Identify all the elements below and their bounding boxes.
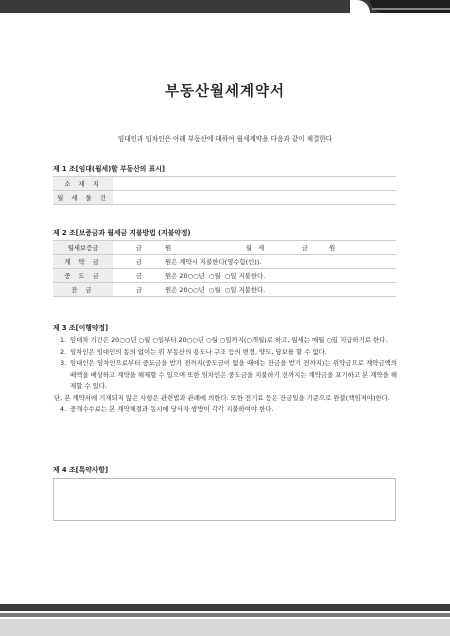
item-text: 임대인은 임차인으로부터 중도금을 받기 전까지(중도금이 없을 때에는 잔금을 받기 전까지)는 위약금으로 계약금액의 배액을 배상하고 계약을 해제할 수 있으며 또한 임차인은 중도금을 지불하기 전까지는 계약금을 포기하고 본 계약을 해제할 수 있다.: [70, 359, 397, 390]
interim-currency: 금: [113, 269, 165, 283]
footer-stripe-mid: [0, 613, 450, 617]
item-number: 4.: [60, 405, 67, 413]
balance-text: 원은 20○○년 ○월 ○일 지불한다.: [165, 283, 396, 297]
list-item: [60, 335, 397, 347]
payment-row-interim: [53, 269, 396, 283]
intro-text: 임대인과 임차인은 아래 부동산에 대하여 월세계약을 다음과 같이 체결한다: [117, 135, 333, 143]
special-terms-box[interactable]: [53, 478, 396, 521]
proviso-text: 단, 본 계약서에 기재되지 않은 사항은 관련법과 관례에 의한다. 또한 전기료 등은 잔금일을 기준으로 완불(책임져야)한다.: [54, 393, 390, 402]
balance-currency: 금: [113, 283, 165, 297]
header-decoration-line: [372, 8, 450, 10]
deposit-currency: 금: [113, 241, 165, 255]
rent-won: 원: [329, 241, 396, 255]
rent-currency: 금: [281, 241, 329, 255]
deposit-won: 원: [165, 241, 229, 255]
payment-row-balance: [53, 283, 396, 297]
header-decoration-tab: [370, 0, 450, 13]
item-text: 임대차 기간은 20○○년 ○월 ○일부터 20○○년 ○월 ○일까지(○개월)로 하고, 월세는 매월 ○일 지급하기로 한다.: [70, 336, 388, 344]
list-item: [60, 347, 397, 359]
contract-deposit-text: 원은 계약시 지불한다(영수함(인)).: [165, 255, 396, 269]
section1-heading: 제 1 조[임대(월세)할 부동산의 표시]: [53, 165, 165, 173]
section3-heading: 제 3 조[이행약정]: [53, 324, 109, 332]
balance-label: 잔 금: [53, 283, 113, 297]
obligations-list: [54, 335, 397, 416]
deposit-label: 월세보증금: [53, 241, 113, 255]
section4-heading: 제 4 조[특약사항]: [53, 466, 109, 474]
contract-deposit-label: 계 약 금: [53, 255, 113, 269]
property-table: [53, 176, 396, 205]
location-label: 소 재 지: [53, 177, 113, 191]
document-title: 부동산월세계약서: [164, 84, 286, 100]
footer-stripe-dark: [0, 604, 450, 611]
section2-heading: 제 2 조[보증금과 월세금 지불방법 (지불약정): [53, 229, 191, 237]
footer-stripe-light: [0, 619, 450, 636]
interim-text: 원은 20○○년 ○월 ○일 지불한다.: [165, 269, 396, 283]
item-number: 2.: [60, 347, 67, 356]
header-decoration-bar: [0, 0, 450, 13]
item-number: 1.: [60, 336, 67, 344]
object-label: 월 세 물 건: [53, 191, 113, 205]
contract-deposit-currency: 금: [113, 255, 165, 269]
footer-decoration-bar: [0, 604, 450, 636]
item-number: 3.: [60, 359, 67, 367]
list-item: [60, 404, 397, 416]
item-text: 임차인은 임대인의 동의 없이는 위 부동산의 용도나 구조 등의 변경, 양도, 담보를 할 수 없다.: [70, 347, 327, 356]
payment-table: [53, 240, 396, 297]
property-row-object: [53, 191, 396, 205]
location-value[interactable]: [113, 177, 396, 191]
object-value[interactable]: [113, 191, 396, 205]
property-row-location: [53, 177, 396, 191]
interim-label: 중 도 금: [53, 269, 113, 283]
payment-row-deposit: [53, 241, 396, 255]
rent-label: 월 세: [229, 241, 281, 255]
list-item: [60, 358, 397, 393]
item-text: 중개수수료는 본 계약체결과 동시에 당사자 쌍방이 각각 지불하여야 한다.: [70, 405, 274, 413]
payment-row-contract: [53, 255, 396, 269]
